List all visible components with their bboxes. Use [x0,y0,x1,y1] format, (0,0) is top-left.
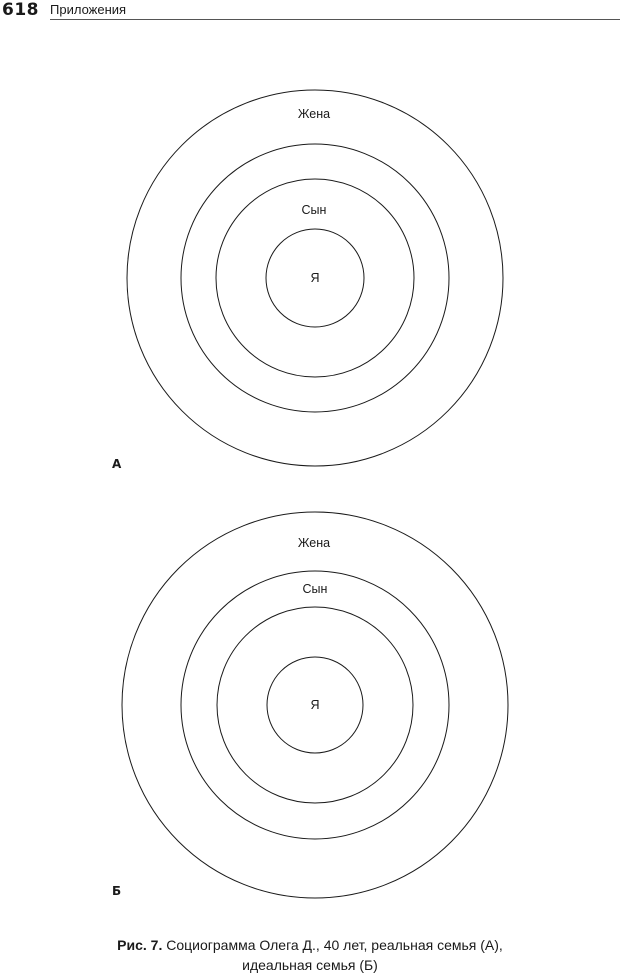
label-self: Я [310,271,320,285]
sociogram-a [0,0,620,480]
sociogram-b [0,500,620,920]
caption-line-1 [0,935,620,955]
caption-figure-number: Рис. 7. [117,937,163,953]
label-wife: Жена [297,536,331,550]
label-son: Сын [302,582,328,596]
caption-line-2: идеальная семья (Б) [242,957,378,973]
caption-text-1: Социограмма Олега Д., 40 лет, реальная семья (А), [166,937,503,953]
label-self: Я [310,698,320,712]
label-son: Сын [301,203,327,217]
sociogram-b-svg [0,500,620,920]
label-wife: Жена [297,107,331,121]
sociogram-a-svg [0,0,620,480]
panel-label-a: А [112,457,122,471]
running-head: Приложения [50,2,127,17]
page-number: 618 [2,0,39,20]
figure-caption [0,935,620,975]
panel-label-b: Б [112,884,122,898]
